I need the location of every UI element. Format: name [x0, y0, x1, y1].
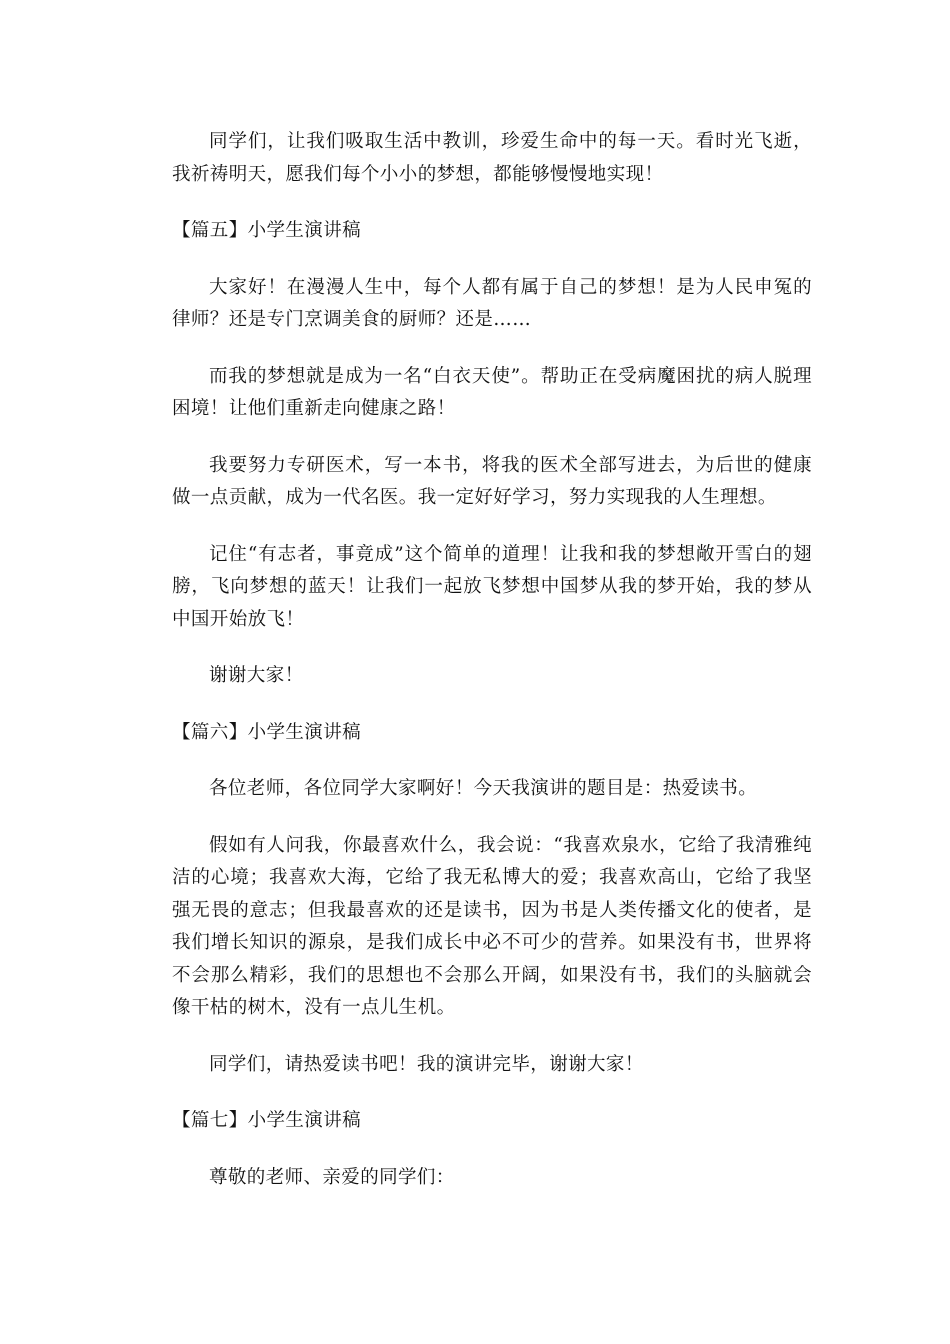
paragraph: 各位老师，各位同学大家啊好！今天我演讲的题目是：热爱读书。 [209, 778, 758, 799]
paragraph: 尊敬的老师、亲爱的同学们： [209, 1166, 455, 1188]
paragraph: 而我的梦想就是成为一名“白衣天使”。帮助正在受病魔困扰的病人脱理困境！让他们重新走向健康之路！ [172, 365, 812, 419]
section-heading: 【篇七】小学生演讲稿 [172, 1110, 362, 1131]
paragraph: 记住“有志者，事竟成”这个简单的道理！让我和我的梦想敞开雪白的翅膀，飞向梦想的蓝天！让我们一起放飞梦想中国梦从我的梦开始，我的梦从中国开始放飞！ [172, 543, 812, 630]
paragraph: 假如有人问我，你最喜欢什么，我会说：“我喜欢泉水，它给了我清雅纯洁的心境；我喜欢大海，它给了我无私博大的爱；我喜欢高山，它给了我坚强无畏的意志；但我最喜欢的还是读书，因为书是人类传播文化的使者，是我们增长知识的源泉，是我们成长中必不可少的营养。如果没有书，世界将不会那么精彩，我们的思想也不会那么开阔，如果没有书，我们的头脑就会像干枯的树木，没有一点儿生机。 [172, 834, 812, 1018]
document-page [172, 126, 812, 1218]
paragraph: 大家好！在漫漫人生中，每个人都有属于自己的梦想！是为人民申冤的律师？还是专门烹调美食的厨师？还是…… [172, 276, 812, 330]
paragraph: 同学们，让我们吸取生活中教训，珍爱生命中的每一天。看时光飞逝，我祈祷明天，愿我们每个小小的梦想，都能够慢慢地实现！ [172, 131, 812, 185]
paragraph: 我要努力专研医术，写一本书，将我的医术全部写进去，为后世的健康做一点贡献，成为一代名医。我一定好好学习，努力实现我的人生理想。 [172, 454, 812, 508]
paragraph: 谢谢大家！ [209, 665, 304, 686]
section-heading: 【篇五】小学生演讲稿 [172, 220, 362, 241]
paragraph: 同学们，请热爱读书吧！我的演讲完毕，谢谢大家！ [209, 1053, 644, 1075]
section-heading: 【篇六】小学生演讲稿 [172, 721, 362, 743]
